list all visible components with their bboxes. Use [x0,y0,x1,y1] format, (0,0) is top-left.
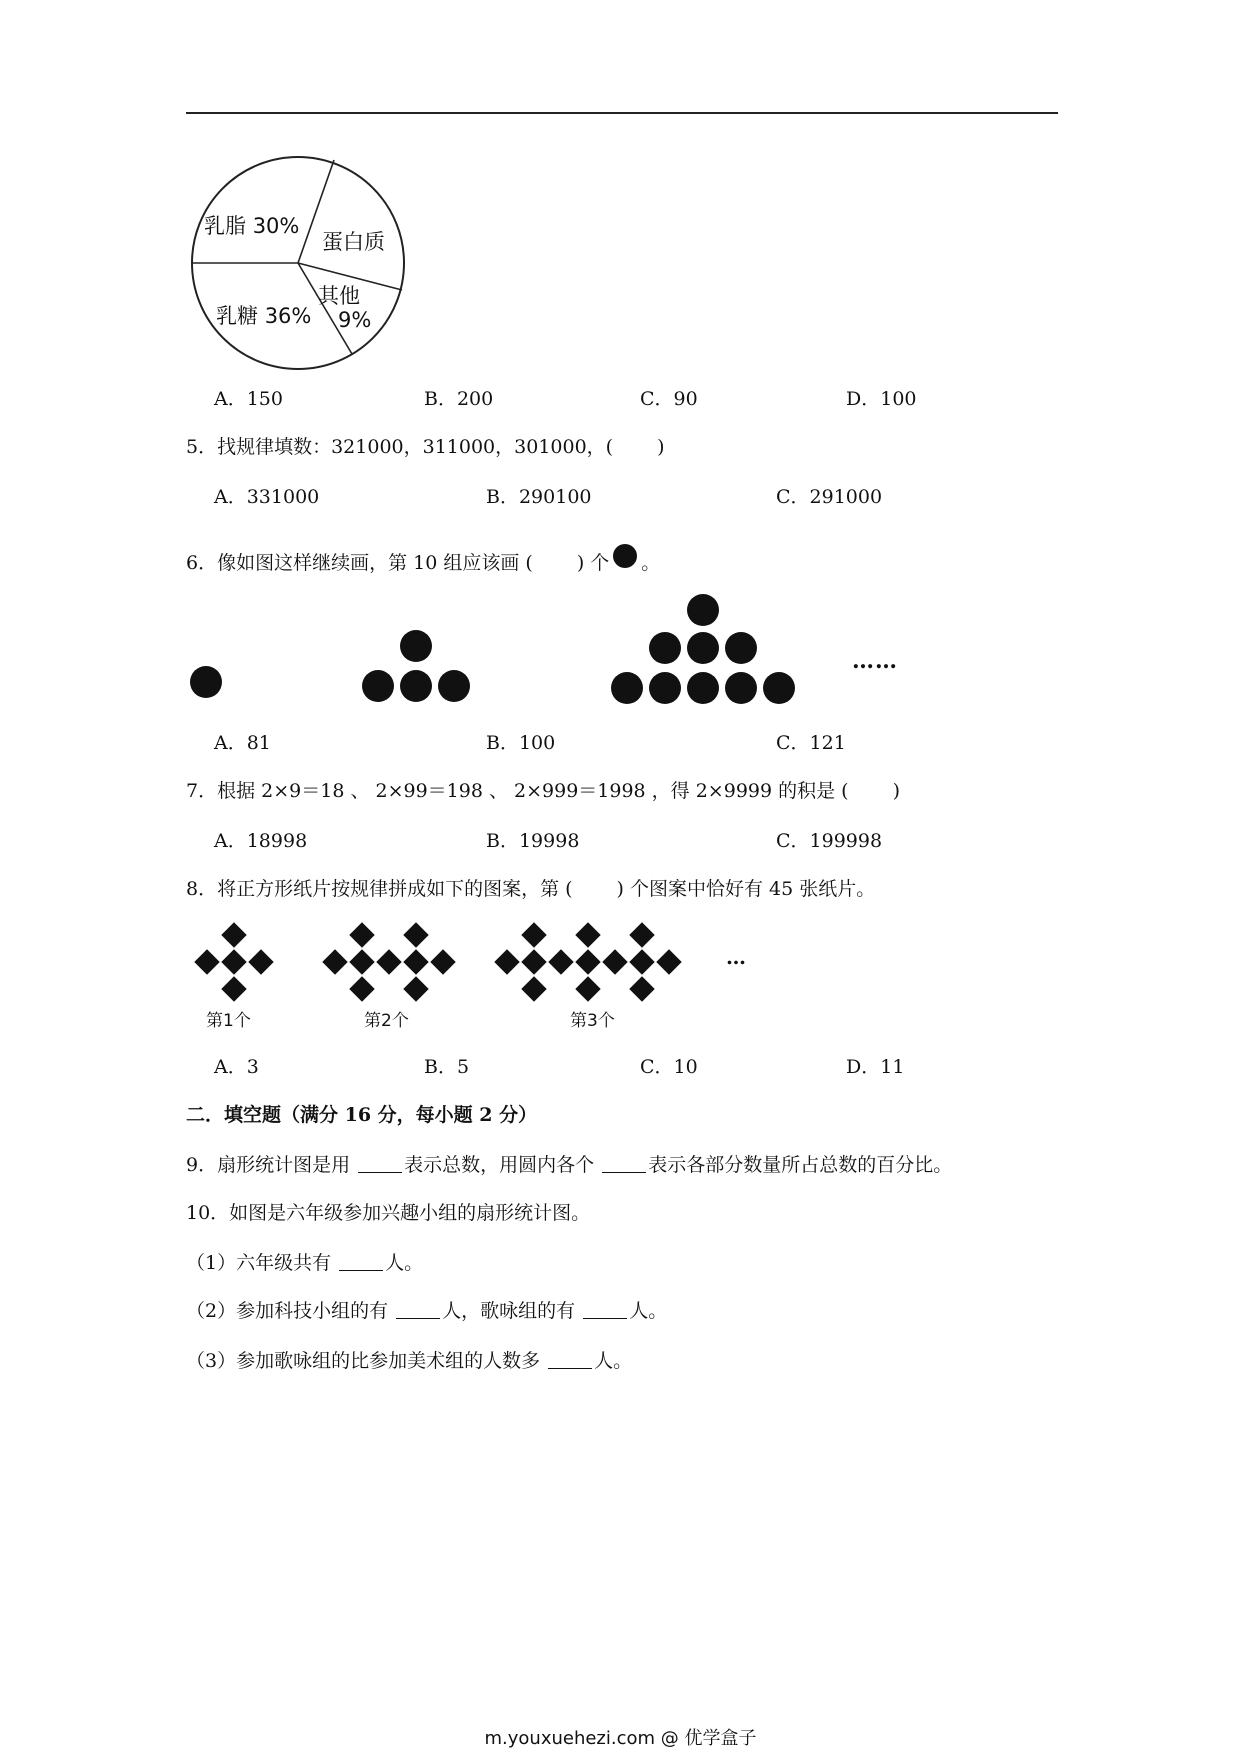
q6-dot [438,670,470,702]
q10-blank-2 [396,1300,440,1319]
q6-dot [400,630,432,662]
q8-tile [575,949,600,974]
q8-question: 8．将正方形纸片按规律拼成如下的图案，第 ( ) 个图案中恰好有 45 张纸片。 [186,878,876,900]
q10-blank-1 [339,1252,383,1271]
q6-dot [725,672,757,704]
q7-question: 7．根据 2×9＝18 、 2×99＝198 、 2×999＝1998 ，得 2×9999 的积是 ( ) [186,780,900,802]
q8-tile [548,949,573,974]
q8-option-d: D．11 [846,1056,905,1078]
q8-ellipsis: … [726,945,746,969]
q8-tile [376,949,401,974]
q8-tile [430,949,455,974]
q6-option-b: B．100 [486,732,556,754]
q10-title: 10．如图是六年级参加兴趣小组的扇形统计图。 [186,1202,591,1224]
q6-dot [687,594,719,626]
q6-dot [763,672,795,704]
q7-option-c: C．199998 [776,830,883,852]
q8-tile [194,949,219,974]
q10-sub2: （2）参加科技小组的有 人，歌咏组的有 人。 [186,1300,668,1322]
q5-option-a: A．331000 [214,486,320,508]
q8-tile [521,949,546,974]
q8-figure-label-2: 第2个 [364,1011,409,1031]
q7-option-a: A．18998 [214,830,308,852]
q6-dot [725,632,757,664]
q6-dot [649,672,681,704]
dot-icon [613,544,637,568]
section-2-title: 二．填空题（满分 16 分，每小题 2 分） [186,1104,538,1126]
q8-tile [629,976,654,1001]
pie-label-danbaizhi: 蛋白质 [322,230,385,254]
pie-label-rutang: 乳糖 36% [216,304,312,328]
q8-tile [403,949,428,974]
q6-question: 6．像如图这样继续画，第 10 组应该画 ( ) 个 。 [186,544,660,576]
q9-question: 9．扇形统计图是用 表示总数，用圆内各个 表示各部分数量所占总数的百分比。 [186,1154,953,1176]
q8-tile [221,949,246,974]
q6-dot [687,632,719,664]
q10-blank-3 [583,1300,627,1319]
q8-figure-label-3: 第3个 [570,1011,615,1031]
q6-dot [400,670,432,702]
q6-dot [687,672,719,704]
q5-option-c: C．291000 [776,486,883,508]
q9-blank-2 [602,1154,646,1173]
q4-option-d: D．100 [846,388,917,410]
q8-tile [575,922,600,947]
pie-label-ruzhi: 乳脂 30% [204,214,300,238]
q10-sub3: （3）参加歌咏组的比参加美术组的人数多 人。 [186,1350,633,1372]
q8-tile [521,922,546,947]
q5-question: 5．找规律填数：321000，311000，301000，( ) [186,436,665,458]
q6-option-c: C．121 [776,732,846,754]
q8-tile [349,949,374,974]
q8-tile [629,922,654,947]
q8-tile [521,976,546,1001]
q8-option-a: A．3 [214,1056,259,1078]
q8-tile [494,949,519,974]
q6-dot [649,632,681,664]
pie-chart [186,155,416,375]
q4-option-b: B．200 [424,388,494,410]
q8-tile [349,976,374,1001]
q8-tile [322,949,347,974]
q8-tile [221,922,246,947]
q6-ellipsis: …… [852,648,898,674]
q10-blank-4 [548,1350,592,1369]
q4-option-a: A．150 [214,388,283,410]
q8-tile [629,949,654,974]
q9-blank-1 [358,1154,402,1173]
q8-option-b: B．5 [424,1056,470,1078]
q8-tile [575,976,600,1001]
q6-option-a: A．81 [214,732,271,754]
q7-option-b: B．19998 [486,830,580,852]
q6-dot [190,666,222,698]
q10-sub1: （1）六年级共有 人。 [186,1252,424,1274]
q8-tile [221,976,246,1001]
pie-label-qita-value: 9% [338,308,372,332]
q6-dot [611,672,643,704]
q8-tile [602,949,627,974]
q6-dot [362,670,394,702]
q8-tile [403,922,428,947]
q5-option-b: B．290100 [486,486,592,508]
q8-tile [656,949,681,974]
q8-tile [349,922,374,947]
q8-tile [403,976,428,1001]
top-rule [186,112,1058,114]
pie-label-qita: 其他 [318,284,360,308]
q8-option-c: C．10 [640,1056,698,1078]
q8-tile [248,949,273,974]
footer-watermark: m.youxuehezi.com @ 优学盒子 [484,1728,757,1749]
q8-figure-label-1: 第1个 [206,1011,251,1031]
q4-option-c: C．90 [640,388,698,410]
